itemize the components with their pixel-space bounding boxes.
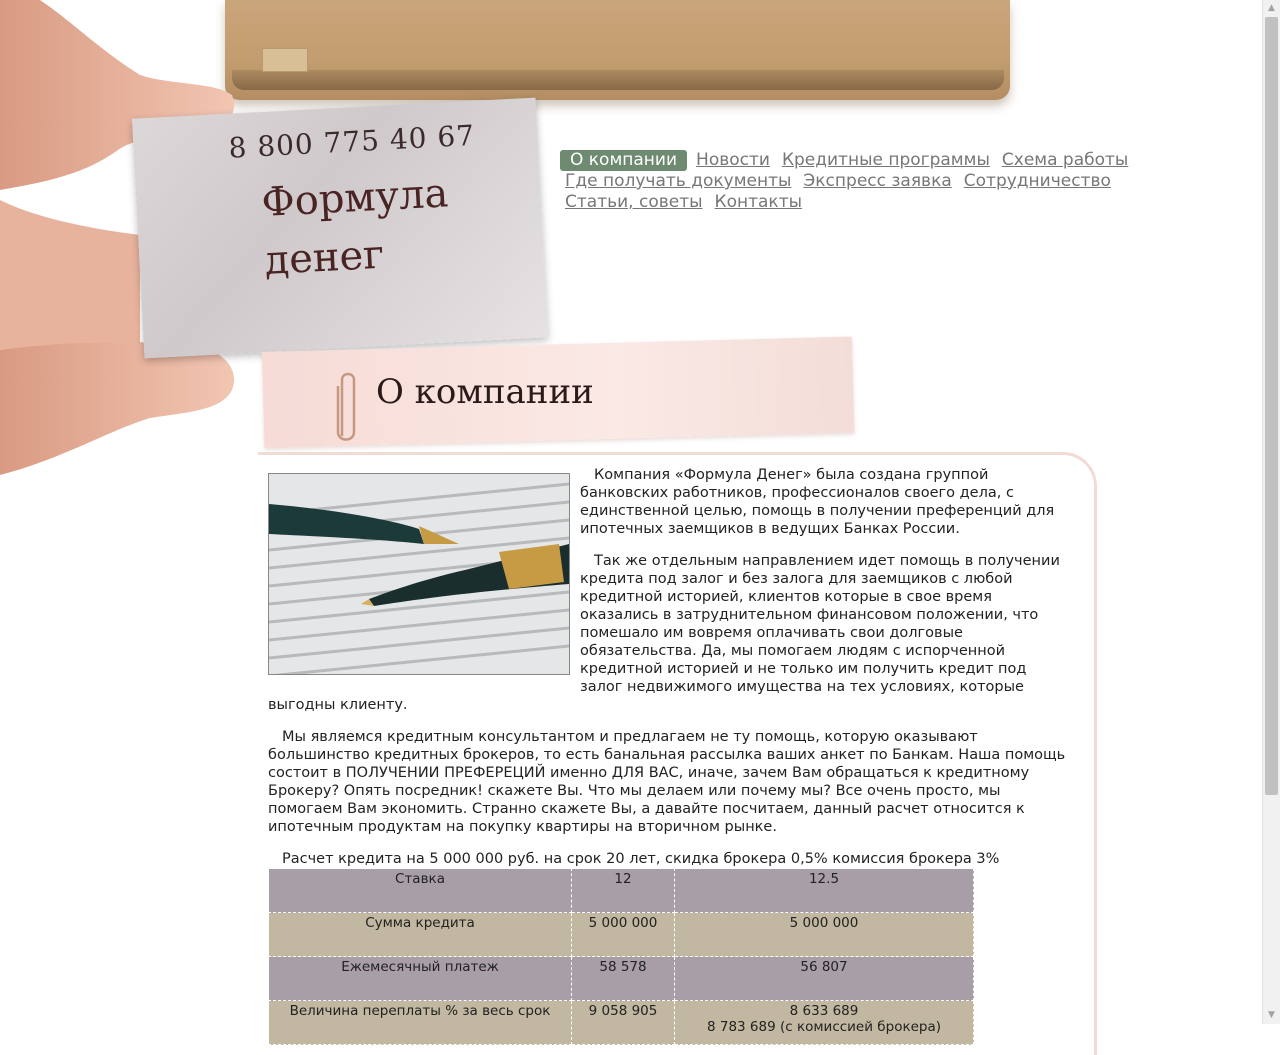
nav-item-credit-programs[interactable]: Кредитные программы [781,150,990,170]
table-row [269,869,974,913]
table-cell: 56 807 [675,957,974,1001]
nav-item-news[interactable]: Новости [696,150,770,170]
paperclip-icon [334,366,360,444]
main-content [268,466,1068,882]
phone-number: 8 800 775 40 67 [227,118,476,165]
scroll-thumb[interactable] [1265,17,1278,795]
table-row [269,913,974,957]
calculation-table [268,868,974,1045]
table-row [269,957,974,1001]
nav-item-work-scheme[interactable]: Схема работы [1001,150,1129,170]
table-cell: 5 000 000 [675,913,974,957]
table-cell: 12.5 [675,869,974,913]
table-cell [675,1001,974,1045]
nav-item-express-request[interactable]: Экспресс заявка [803,171,952,191]
calculation-table-wrap [268,868,974,1045]
table-cell: Величина переплаты % за весь срок [269,1001,572,1045]
nav-item-about[interactable]: О компании [560,150,687,171]
paragraph-4: Расчет кредита на 5 000 000 руб. на срок 20 лет, скидка брокера 0,5% комиссия брокера 3% [282,851,1000,867]
paragraph-1: Компания «Формула Денег» была создана группой банковских работников, профессионалов своего дела, с единственной целью, помощь в получении преференций для ипотечных заемщиков в ведущих Банках России. [580,467,1055,537]
table-cell: Ставка [269,869,572,913]
folder-tab-graphic [262,48,308,72]
scroll-up-arrow-icon[interactable]: ▲ [1263,0,1280,17]
paragraph-3: Мы являемся кредитным консультантом и предлагаем не ту помощь, которую оказывают большинство кредитных брокеров, то есть банальная рассылка ваших анкет по Банкам. Наша помощь состоит в ПОЛУЧЕНИИ ПРЕФЕРЕЦИЙ именно ДЛЯ ВАС, иначе, зачем Вам обращаться к кредитному Брокеру? Опять посредник! скажете Вы. Что мы делаем или почему мы? Все очень просто, мы помогаем Вам экономить. Странно скажете Вы, а давайте посчитаем, данный расчет относится к ипотечным продуктам на покупку квартиры на вторичном рынке. [268,729,1066,835]
page-title: О компании [376,372,594,412]
table-cell: 58 578 [572,957,675,1001]
business-card [132,98,548,359]
pen-on-document-image [268,473,570,675]
main-nav [560,150,1140,213]
table-cell: 9 058 905 [572,1001,675,1045]
overpay-with-commission: 8 783 689 (с комиссией брокера) [706,1019,942,1035]
folder-edge-graphic [232,70,1004,90]
nav-item-contacts[interactable]: Контакты [714,192,803,212]
table-cell: 5 000 000 [572,913,675,957]
nav-item-articles[interactable]: Статьи, советы [565,192,703,212]
paragraph-2: Так же отдельным направлением идет помощь в получении кредита под залог и без залога для заемщиков с любой кредитной историей, клиентов которые в свое время оказались в затруднительном финансовом положении, что помешало им вовремя оплачивать свои долговые обязательства. Да, мы помогаем людям с испорченной кредитной историей и не только им получить кредит под залог недвижимого имущества на тех условиях, которые выгодны клиенту. [268,553,1060,713]
site-logo-title: Формула денег [260,170,450,284]
vertical-scrollbar[interactable] [1262,0,1280,1024]
table-row [269,1001,974,1045]
nav-item-documents[interactable]: Где получать документы [565,171,792,191]
scroll-down-arrow-icon[interactable]: ▼ [1263,1007,1280,1024]
overpay-value: 8 633 689 [789,1003,859,1019]
table-cell: Сумма кредита [269,913,572,957]
table-cell: 12 [572,869,675,913]
nav-item-cooperation[interactable]: Сотрудничество [963,171,1111,191]
table-cell: Ежемесячный платеж [269,957,572,1001]
